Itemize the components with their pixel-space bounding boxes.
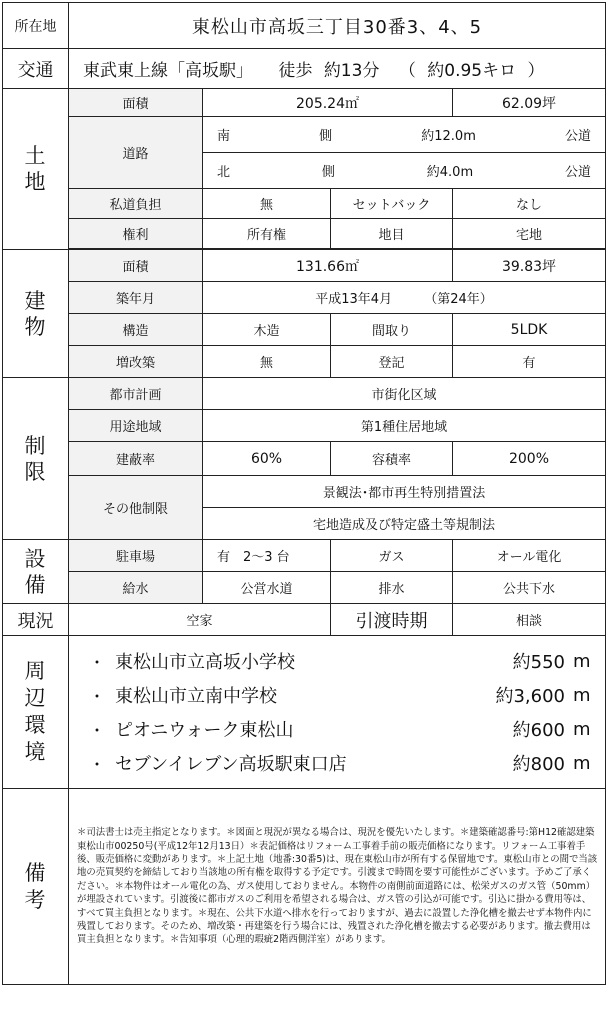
structure-label: 構造 [69, 314, 203, 346]
road-south-dir: 南 [217, 129, 231, 144]
private-road-value: 無 [203, 189, 331, 219]
nearby-bullet: ・ [89, 720, 106, 740]
water-value: 公営水道 [203, 572, 331, 604]
nearby-bullet: ・ [89, 754, 106, 774]
built-label: 築年月 [69, 282, 203, 314]
other-restrictions-line1: 景観法･都市再生特別措置法 [203, 476, 606, 508]
layout-value: 5LDK [453, 314, 606, 346]
transport-walk-label: 徒歩 [278, 61, 313, 81]
nearby-row [3, 636, 606, 789]
transport-distance: （ 約0.95キロ ） [398, 61, 545, 81]
rights-value: 所有権 [203, 219, 331, 249]
nearby-section-label [3, 636, 69, 789]
other-restrictions-line2: 宅地造成及び特定盛土等規制法 [203, 508, 606, 540]
water-label: 給水 [69, 572, 203, 604]
built-row [3, 282, 606, 314]
road-south-type: 公道 [564, 129, 591, 144]
remarks-row [3, 789, 606, 985]
city-plan-label: 都市計画 [69, 378, 203, 410]
facilities-section-label: 設 備 [3, 540, 69, 604]
land-area-sqm: 205.24㎡ [203, 89, 453, 117]
chimoku-label: 地目 [331, 219, 453, 249]
chimoku-value: 宅地 [453, 219, 606, 249]
coverage-label: 建蔽率 [69, 442, 203, 476]
structure-row [3, 314, 606, 346]
built-value-cell [203, 282, 606, 314]
drain-label: 排水 [331, 572, 453, 604]
remarks-section-label [3, 789, 69, 985]
nearby-item [89, 712, 605, 746]
built-age: （第24年） [424, 292, 493, 307]
nearby-name: 東松山市立高坂小学校 [115, 652, 295, 673]
nearby-unit: m [573, 650, 591, 672]
private-road-row [3, 189, 606, 219]
built-value: 平成13年4月 [315, 292, 393, 307]
nearby-bullet: ・ [89, 652, 106, 672]
nearby-distance: 約550 [512, 652, 565, 673]
zoning-value: 第1種住居地域 [203, 410, 606, 442]
parking-row [3, 540, 606, 572]
nearby-distance: 約600 [512, 720, 565, 741]
status-row [3, 604, 606, 636]
handover-label: 引渡時期 [331, 604, 453, 636]
nearby-name: 東松山市立南中学校 [115, 686, 277, 707]
private-road-label: 私道負担 [69, 189, 203, 219]
building-section-label: 建 物 [3, 250, 69, 378]
road-north-side: 側 [321, 165, 335, 180]
location-label: 所在地 [3, 3, 69, 49]
extension-value: 無 [203, 346, 331, 378]
nearby-unit: m [573, 752, 591, 774]
nearby-distance: 約3,600 [495, 686, 565, 707]
road-north-value [203, 153, 606, 189]
building-area-row [3, 250, 606, 282]
setback-value: なし [453, 189, 606, 219]
nearby-item [89, 746, 605, 780]
water-row [3, 572, 606, 604]
location-value: 東松山市高坂三丁目30番3、4、5 [69, 3, 606, 49]
land-section-label: 土 地 [3, 89, 69, 250]
parking-value: 有 2～3 台 [203, 540, 331, 572]
transport-line: 東武東上線「高坂駅」 [83, 61, 253, 81]
far-value: 200% [453, 442, 606, 476]
land-area-label: 面積 [69, 89, 203, 117]
remarks-text: ＊司法書士は売主指定となります。＊図面と現況が異なる場合は、現況を優先いたします。＊建築確認番号:第H12確認建築東松山市00250号(平成12年12月13日）＊表記価格はリフォーム工事着手前の販売価格になります。リフォーム工事着手後、販売価格に変動があります。＊上記土地（地番:30番5)は、現在東松山市が所有する保留地です。東松山市との間で当該地の売買契約を締結しており当該地の所有権を取得する予定です。引渡まで時間を要す可能性がございます。予めご了承ください。＊本物件はオール電化の為、ガス使用しておりません。本物件の南側前面道路には、松栄ガスのガス管（50mm）が埋設されています。引渡後に都市ガスのご利用を希望される場合は、ガス管の引込が可能です。引込に掛かる費用等は、すべて買主負担となります。＊現在、公共下水道へ排水を行っておりますが、過去に設置した浄化槽を撤去せず本物件内に残置しております。そのため、増改築・再建築を行う場合には、残置された浄化槽を撤去する必要があります。撤去費用は買主負担となります。＊告知事項（心理的瑕疵2階西側洋室）があります。 [69, 789, 606, 985]
property-table [2, 2, 606, 985]
drain-value: 公共下水 [453, 572, 606, 604]
nearby-item [89, 644, 605, 678]
road-south-width: 約12.0m [421, 129, 476, 144]
status-value: 空家 [69, 604, 331, 636]
gas-value: オール電化 [453, 540, 606, 572]
city-plan-value: 市街化区域 [203, 378, 606, 410]
location-row [3, 3, 606, 49]
coverage-row [3, 442, 606, 476]
restrictions-section-label: 制 限 [3, 378, 69, 540]
registry-value: 有 [453, 346, 606, 378]
zoning-label: 用途地域 [69, 410, 203, 442]
zoning-row [3, 410, 606, 442]
structure-value: 木造 [203, 314, 331, 346]
building-area-tsubo: 39.83坪 [453, 250, 606, 282]
extension-row [3, 346, 606, 378]
other-restrictions-label: その他制限 [69, 476, 203, 540]
transport-value [69, 49, 606, 89]
nearby-list [69, 636, 606, 789]
building-area-sqm: 131.66㎡ [203, 250, 453, 282]
road-north-dir: 北 [217, 165, 231, 180]
nearby-name: セブンイレブン高坂駅東口店 [115, 754, 347, 775]
transport-row [3, 49, 606, 89]
handover-value: 相談 [453, 604, 606, 636]
registry-label: 登記 [331, 346, 453, 378]
other-restrictions-row [3, 476, 606, 508]
road-south-value [203, 117, 606, 153]
nearby-item [89, 678, 605, 712]
road-north-width: 約4.0m [426, 165, 474, 180]
layout-label: 間取り [331, 314, 453, 346]
road-south-side: 側 [319, 129, 333, 144]
far-label: 容積率 [331, 442, 453, 476]
extension-label: 増改築 [69, 346, 203, 378]
coverage-value: 60% [203, 442, 331, 476]
road-label: 道路 [69, 117, 203, 189]
land-area-row [3, 89, 606, 117]
remarks-section-text: 備 考 [24, 860, 47, 912]
parking-label: 駐車場 [69, 540, 203, 572]
nearby-unit: m [573, 718, 591, 740]
nearby-section-text: 周 辺 環 境 [24, 659, 47, 764]
road-row-south [3, 117, 606, 153]
gas-label: ガス [331, 540, 453, 572]
land-area-tsubo: 62.09坪 [453, 89, 606, 117]
nearby-name: ピオニウォーク東松山 [115, 720, 294, 741]
transport-label: 交通 [3, 49, 69, 89]
city-plan-row [3, 378, 606, 410]
nearby-bullet: ・ [89, 686, 106, 706]
rights-label: 権利 [69, 219, 203, 249]
nearby-unit: m [573, 684, 591, 706]
nearby-distance: 約800 [512, 754, 565, 775]
status-label: 現況 [3, 604, 69, 636]
road-north-type: 公道 [565, 165, 592, 180]
rights-row [3, 219, 606, 249]
building-area-label: 面積 [69, 250, 203, 282]
transport-walk-time: 約13分 [323, 61, 380, 81]
setback-label: セットバック [331, 189, 453, 219]
